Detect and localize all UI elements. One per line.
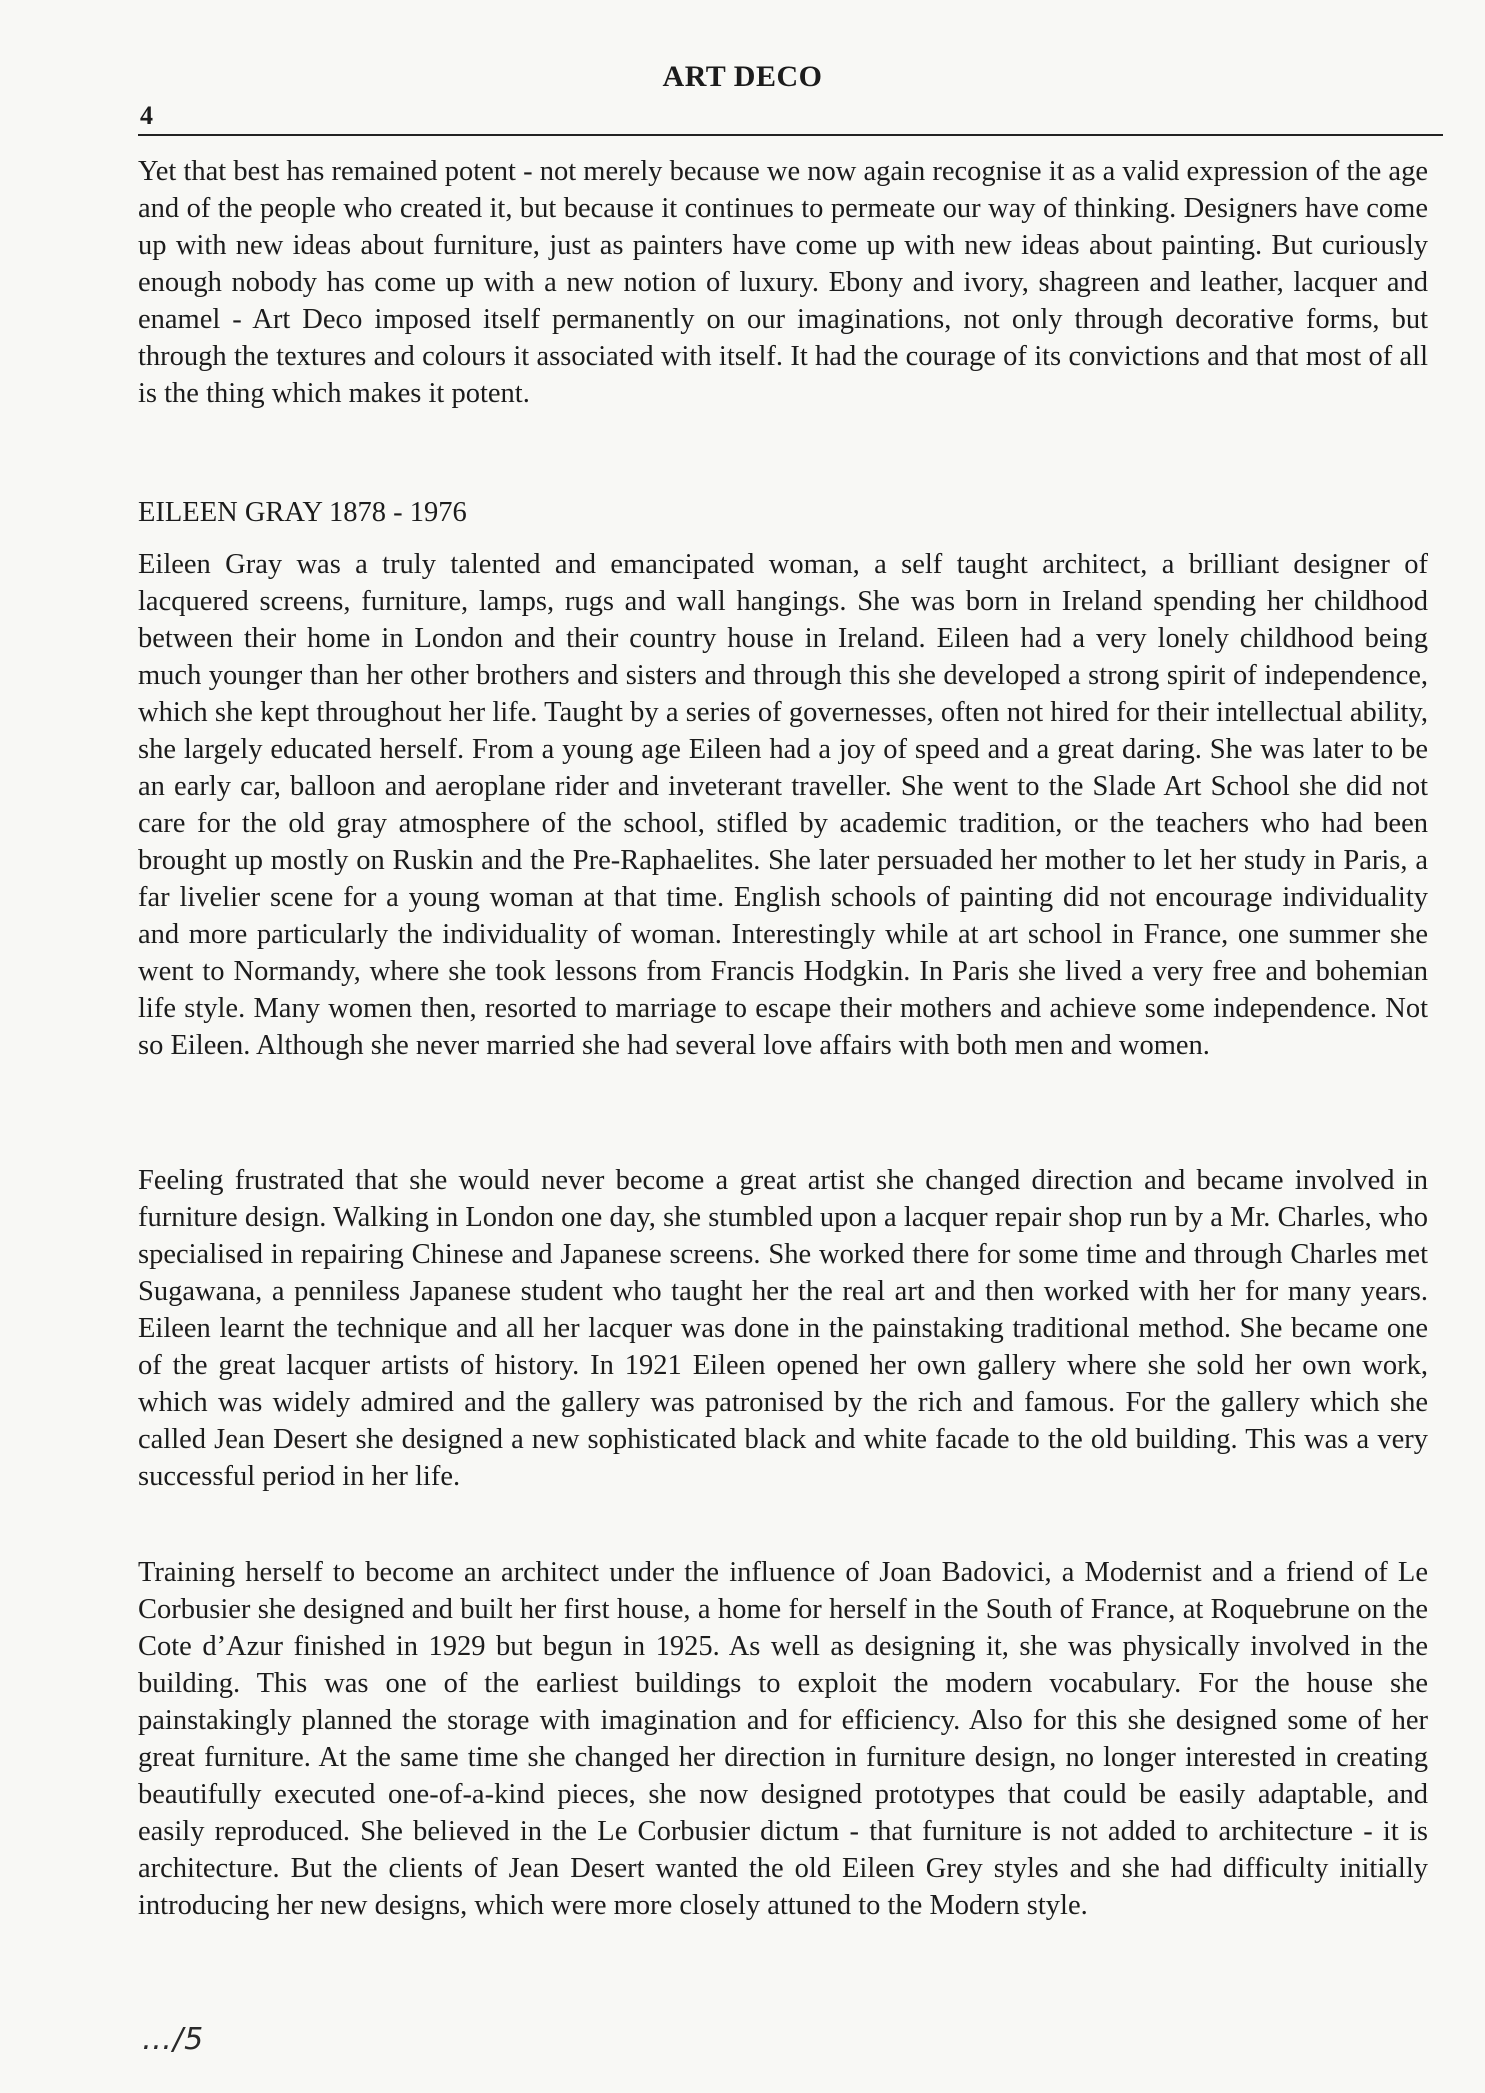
biography-paragraph: Eileen Gray was a truly talented and emancipated woman, a self taught architect, a brilliant designer of lacquered screens, furniture, lamps, rugs and wall hangings. She was born in Ireland spending her childhood between their home in London and their country house in Ireland. Eileen had a very lonely childhood being much younger than her other brothers and sisters and through this she developed a strong spirit of independence, which she kept throughout her life. Taught by a series of governesses, often not hired for their intellectual ability, she largely educated herself. From a young age Eileen had a joy of speed and a great daring. She was later to be an early car, balloon and aeroplane rider and inveterant traveller. She went to the Slade Art School she did not care for the old gray atmosphere of the school, stifled by academic tradition, or the teachers who had been brought up mostly on Ruskin and the Pre-Raphaelites. She later persuaded her mother to let her study in Paris, a far livelier scene for a young woman at that time. English schools of painting did not encourage individuality and more particularly the individuality of woman. Interestingly while at art school in France, one summer she went to Normandy, where she took lessons from Francis Hodgkin. In Paris she lived a very free and bohemian life style. Many women then, resorted to marriage to escape their mothers and achieve some independence. Not so Eileen. Although she never married she had several love affairs with both men and women.	[138, 549, 1428, 1061]
header-divider	[138, 134, 1443, 136]
intro-paragraph: Yet that best has remained potent - not merely because we now again recognise it as a valid expression of the age and of the people who created it, but because it continues to permeate our way of thinking. Designers have come up with new ideas about furniture, just as painters have come up with new ideas about painting. But curiously enough nobody has come up with a new notion of luxury. Ebony and ivory, shagreen and leather, lacquer and enamel - Art Deco imposed itself permanently on our imaginations, not only through decorative forms, but through the textures and colours it associated with itself. It had the courage of its convictions and that most of all is the thing which makes it potent.	[138, 156, 1428, 409]
lacquer-paragraph: Feeling frustrated that she would never become a great artist she changed direction and became involved in furniture design. Walking in London one day, she stumbled upon a lacquer repair shop run by a Mr. Charles, who specialised in repairing Chinese and Japanese screens. She worked there for some time and through Charles met Sugawana, a penniless Japanese student who taught her the real art and then worked with her for many years. Eileen learnt the technique and all her lacquer was done in the painstaking traditional method. She became one of the great lacquer artists of history. In 1921 Eileen opened her own gallery where she sold her own work, which was widely admired and the gallery was patronised by the rich and famous. For the gallery which she called Jean Desert she designed a new sophisticated black and white facade to the old building. This was a very successful period in her life.	[138, 1165, 1428, 1492]
section-heading: EILEEN GRAY 1878 - 1976	[138, 497, 467, 528]
continuation-mark: …/5	[142, 2022, 205, 2057]
page-number: 4	[140, 101, 153, 130]
running-header-title: ART DECO	[662, 60, 823, 93]
architecture-paragraph: Training herself to become an architect under the influence of Joan Badovici, a Modernist and a friend of Le Corbusier she designed and built her first house, a home for herself in the South of France, at Roquebrune on the Cote d’Azur finished in 1929 but begun in 1925. As well as designing it, she was physically involved in the building. This was one of the earliest buildings to exploit the modern vocabulary. For the house she painstakingly planned the storage with imagination and for efficiency. Also for this she designed some of her great furniture. At the same time she changed her direction in furniture design, no longer interested in creating beautifully executed one-of-a-kind pieces, she now designed prototypes that could be easily adaptable, and easily reproduced. She believed in the Le Corbusier dictum - that furniture is not added to architecture - it is architecture. But the clients of Jean Desert wanted the old Eileen Grey styles and she had difficulty initially introducing her new designs, which were more closely attuned to the Modern style.	[138, 1557, 1428, 1921]
